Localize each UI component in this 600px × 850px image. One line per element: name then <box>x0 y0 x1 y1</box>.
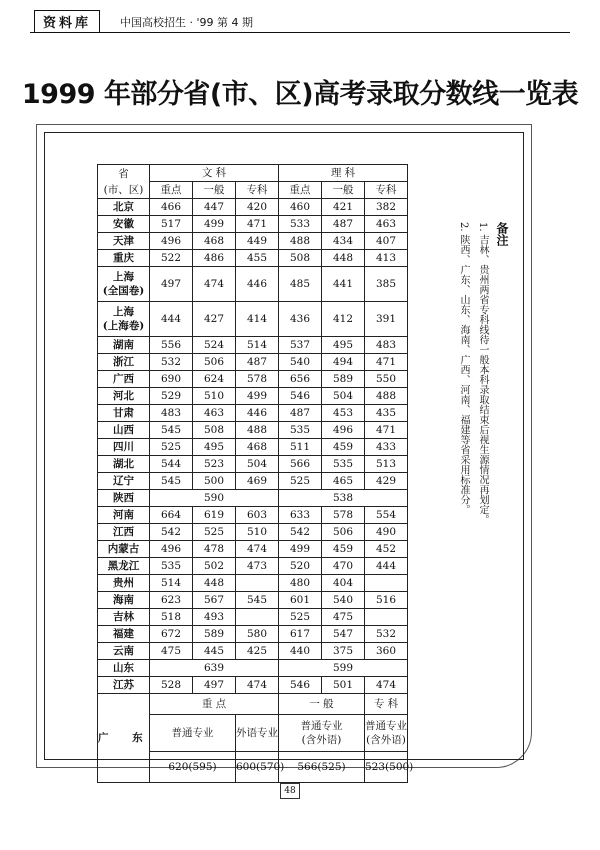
score-cell: 664 <box>150 507 193 524</box>
score-cell: 404 <box>322 575 365 592</box>
score-cell: 414 <box>236 302 279 337</box>
level-header: 一般 <box>322 182 365 199</box>
score-cell: 429 <box>365 473 408 490</box>
score-cell: 601 <box>279 592 322 609</box>
table-row <box>98 660 408 677</box>
score-cell: 471 <box>365 422 408 439</box>
score-cell: 485 <box>279 267 322 302</box>
score-cell: 483 <box>365 337 408 354</box>
score-cell: 540 <box>322 592 365 609</box>
score-cell: 516 <box>365 592 408 609</box>
guangdong-sub-cell: 外语专业 <box>236 715 279 752</box>
score-cell: 510 <box>193 388 236 405</box>
score-cell: 546 <box>279 388 322 405</box>
like-merged-cell: 599 <box>279 660 408 677</box>
score-cell: 459 <box>322 541 365 558</box>
score-cell: 455 <box>236 250 279 267</box>
province-cell: 贵州 <box>98 575 150 592</box>
score-cell: 525 <box>150 439 193 456</box>
province-cell: 湖北 <box>98 456 150 473</box>
table-row <box>98 439 408 456</box>
score-cell: 506 <box>322 524 365 541</box>
score-cell: 412 <box>322 302 365 337</box>
score-cell: 360 <box>365 643 408 660</box>
province-cell: 山西 <box>98 422 150 439</box>
score-cell: 535 <box>150 558 193 575</box>
score-cell: 589 <box>193 626 236 643</box>
table-row <box>98 473 408 490</box>
table-row <box>98 267 408 302</box>
journal-subtitle: 中国高校招生 · '99 第 4 期 <box>120 16 253 29</box>
guangdong-zhongdian-header: 重 点 <box>150 694 279 715</box>
score-cell: 444 <box>365 558 408 575</box>
score-cell: 474 <box>236 677 279 694</box>
score-cell: 550 <box>365 371 408 388</box>
score-cell: 391 <box>365 302 408 337</box>
score-cell: 544 <box>150 456 193 473</box>
province-cell: 北京 <box>98 199 150 216</box>
notes-title: 备注 <box>495 222 509 246</box>
province-cell: 甘肃 <box>98 405 150 422</box>
score-cell: 535 <box>279 422 322 439</box>
table-row <box>98 354 408 371</box>
guangdong-zhuanke-header: 专 科 <box>365 694 408 715</box>
score-cell: 535 <box>322 456 365 473</box>
score-cell: 506 <box>193 354 236 371</box>
score-cell: 496 <box>322 422 365 439</box>
score-cell: 508 <box>193 422 236 439</box>
score-cell: 537 <box>279 337 322 354</box>
score-cell: 440 <box>279 643 322 660</box>
province-cell: 上海 (全国卷) <box>98 267 150 302</box>
score-cell: 474 <box>236 541 279 558</box>
table-row <box>98 302 408 337</box>
score-cell: 499 <box>193 216 236 233</box>
score-cell: 496 <box>150 233 193 250</box>
score-cell: 453 <box>322 405 365 422</box>
score-cell: 566 <box>279 456 322 473</box>
province-cell: 福建 <box>98 626 150 643</box>
score-cell: 474 <box>193 267 236 302</box>
table-row <box>98 626 408 643</box>
score-cell: 514 <box>236 337 279 354</box>
score-cell: 487 <box>322 216 365 233</box>
province-cell: 江西 <box>98 524 150 541</box>
score-cell: 463 <box>193 405 236 422</box>
score-cell: 407 <box>365 233 408 250</box>
province-cell: 辽宁 <box>98 473 150 490</box>
score-cell: 547 <box>322 626 365 643</box>
note-item-1: 1. 吉林、贵州两省专科线待一般本科录取结束后视生源情况再划定。 <box>477 222 488 525</box>
score-cell: 542 <box>150 524 193 541</box>
score-cell: 441 <box>322 267 365 302</box>
score-cell: 435 <box>365 405 408 422</box>
province-cell: 吉林 <box>98 609 150 626</box>
score-cell: 475 <box>322 609 365 626</box>
province-cell: 天津 <box>98 233 150 250</box>
guangdong-sub-cell: 普通专业 (含外语) <box>365 715 408 752</box>
score-cell: 554 <box>365 507 408 524</box>
score-cell: 578 <box>322 507 365 524</box>
score-cell: 504 <box>322 388 365 405</box>
level-header: 一般 <box>193 182 236 199</box>
wenke-merged-cell: 590 <box>150 490 279 507</box>
province-cell: 河北 <box>98 388 150 405</box>
score-cell <box>236 575 279 592</box>
score-cell: 497 <box>150 267 193 302</box>
header-row-groups <box>98 165 408 182</box>
level-header: 重点 <box>279 182 322 199</box>
score-cell: 545 <box>150 473 193 490</box>
score-cell: 427 <box>193 302 236 337</box>
score-cell: 556 <box>150 337 193 354</box>
score-cell: 490 <box>365 524 408 541</box>
score-cell: 533 <box>279 216 322 233</box>
score-cell: 444 <box>150 302 193 337</box>
score-cell: 452 <box>365 541 408 558</box>
score-cell: 499 <box>279 541 322 558</box>
score-cell: 471 <box>365 354 408 371</box>
table-row <box>98 575 408 592</box>
score-cell: 474 <box>365 677 408 694</box>
table-row <box>98 233 408 250</box>
score-cell: 578 <box>236 371 279 388</box>
score-cell: 486 <box>193 250 236 267</box>
score-cell: 421 <box>322 199 365 216</box>
level-header: 专科 <box>236 182 279 199</box>
table-row <box>98 507 408 524</box>
guangdong-value-cell: 620(595) <box>150 752 236 783</box>
score-cell: 495 <box>193 439 236 456</box>
score-cell: 529 <box>150 388 193 405</box>
score-cell: 532 <box>365 626 408 643</box>
table-row <box>98 388 408 405</box>
score-cell: 468 <box>193 233 236 250</box>
score-cell: 545 <box>150 422 193 439</box>
score-cell: 459 <box>322 439 365 456</box>
score-cell: 567 <box>193 592 236 609</box>
score-cell: 517 <box>150 216 193 233</box>
score-cell: 528 <box>150 677 193 694</box>
score-cell <box>236 609 279 626</box>
score-cell: 470 <box>322 558 365 575</box>
score-cell: 624 <box>193 371 236 388</box>
wenke-header: 文 科 <box>150 165 279 182</box>
score-cell: 520 <box>279 558 322 575</box>
score-cell: 656 <box>279 371 322 388</box>
score-cell: 525 <box>279 473 322 490</box>
score-cell: 471 <box>236 216 279 233</box>
score-cell: 495 <box>322 337 365 354</box>
province-cell: 陕西 <box>98 490 150 507</box>
province-cell: 上海 (上海卷) <box>98 302 150 337</box>
score-cell: 494 <box>322 354 365 371</box>
score-cell: 546 <box>279 677 322 694</box>
guangdong-value-cell: 523(500) <box>365 752 408 783</box>
province-cell: 安徽 <box>98 216 150 233</box>
page-number: 48 <box>280 783 300 799</box>
score-cell: 468 <box>236 439 279 456</box>
score-cell: 501 <box>322 677 365 694</box>
score-cell: 446 <box>236 267 279 302</box>
guangdong-yiban-header: 一 般 <box>279 694 365 715</box>
score-cell: 497 <box>193 677 236 694</box>
table-row <box>98 405 408 422</box>
page-title: 1999 年部分省(市、区)高考录取分数线一览表 <box>21 79 579 110</box>
score-cell: 382 <box>365 199 408 216</box>
province-cell: 浙江 <box>98 354 150 371</box>
table-row <box>98 490 408 507</box>
table-row <box>98 199 408 216</box>
score-cell: 518 <box>150 609 193 626</box>
score-cell: 500 <box>193 473 236 490</box>
province-cell: 内蒙古 <box>98 541 150 558</box>
score-cell: 589 <box>322 371 365 388</box>
guangdong-sub-cell: 普通专业 <box>150 715 236 752</box>
score-cell: 469 <box>236 473 279 490</box>
score-cell: 532 <box>150 354 193 371</box>
score-cell: 617 <box>279 626 322 643</box>
wenke-merged-cell: 639 <box>150 660 279 677</box>
score-cell: 522 <box>150 250 193 267</box>
score-cell: 447 <box>193 199 236 216</box>
like-header: 理 科 <box>279 165 408 182</box>
table-row <box>98 643 408 660</box>
score-cell: 433 <box>365 439 408 456</box>
score-cell: 623 <box>150 592 193 609</box>
score-cell: 487 <box>279 405 322 422</box>
score-cell: 545 <box>236 592 279 609</box>
table-row <box>98 371 408 388</box>
score-cell: 465 <box>322 473 365 490</box>
score-cell: 488 <box>279 233 322 250</box>
score-cell: 502 <box>193 558 236 575</box>
score-cell: 513 <box>365 456 408 473</box>
score-cell: 475 <box>150 643 193 660</box>
score-cell: 463 <box>365 216 408 233</box>
score-cell <box>365 575 408 592</box>
score-cell: 514 <box>150 575 193 592</box>
score-cell: 385 <box>365 267 408 302</box>
score-cell: 420 <box>236 199 279 216</box>
table-row <box>98 422 408 439</box>
table-row <box>98 677 408 694</box>
score-cell: 448 <box>322 250 365 267</box>
province-cell: 湖南 <box>98 337 150 354</box>
like-merged-cell: 538 <box>279 490 408 507</box>
table-row <box>98 216 408 233</box>
score-cell <box>365 609 408 626</box>
table-row <box>98 558 408 575</box>
score-cell: 524 <box>193 337 236 354</box>
score-cell: 445 <box>193 643 236 660</box>
table-row <box>98 250 408 267</box>
score-cell: 496 <box>150 541 193 558</box>
score-cell: 603 <box>236 507 279 524</box>
score-cell: 488 <box>236 422 279 439</box>
score-cell: 619 <box>193 507 236 524</box>
table-row <box>98 337 408 354</box>
score-cell: 483 <box>150 405 193 422</box>
score-cell: 466 <box>150 199 193 216</box>
guangdong-label: 广 东 <box>98 694 150 783</box>
score-cell: 413 <box>365 250 408 267</box>
province-cell: 河南 <box>98 507 150 524</box>
score-cell: 446 <box>236 405 279 422</box>
table-row <box>98 609 408 626</box>
score-cell: 504 <box>236 456 279 473</box>
score-cell: 478 <box>193 541 236 558</box>
score-cell: 480 <box>279 575 322 592</box>
table-row <box>98 456 408 473</box>
score-cell: 375 <box>322 643 365 660</box>
score-cell: 499 <box>236 388 279 405</box>
score-cell: 525 <box>279 609 322 626</box>
province-cell: 四川 <box>98 439 150 456</box>
province-cell: 黑龙江 <box>98 558 150 575</box>
province-cell: 山东 <box>98 660 150 677</box>
score-cell: 425 <box>236 643 279 660</box>
province-header: 省 (市、区) <box>98 165 150 199</box>
province-cell: 云南 <box>98 643 150 660</box>
province-cell: 海南 <box>98 592 150 609</box>
score-cell: 488 <box>365 388 408 405</box>
province-cell: 江苏 <box>98 677 150 694</box>
level-header: 专科 <box>365 182 408 199</box>
level-header: 重点 <box>150 182 193 199</box>
score-cell: 525 <box>193 524 236 541</box>
score-cell: 540 <box>279 354 322 371</box>
score-cell: 487 <box>236 354 279 371</box>
score-cell: 580 <box>236 626 279 643</box>
table-row <box>98 541 408 558</box>
score-cell: 473 <box>236 558 279 575</box>
score-cell: 542 <box>279 524 322 541</box>
score-cell: 449 <box>236 233 279 250</box>
header-divider <box>30 32 570 33</box>
score-cell: 460 <box>279 199 322 216</box>
score-cell: 508 <box>279 250 322 267</box>
section-tag: 资料库 <box>34 10 100 33</box>
province-cell: 重庆 <box>98 250 150 267</box>
table-row <box>98 592 408 609</box>
guangdong-value-cell: 566(525) <box>279 752 365 783</box>
score-cell: 523 <box>193 456 236 473</box>
score-cell: 672 <box>150 626 193 643</box>
score-cell: 434 <box>322 233 365 250</box>
notes-panel <box>418 222 508 552</box>
score-cell: 436 <box>279 302 322 337</box>
score-cell: 511 <box>279 439 322 456</box>
guangdong-value-cell: 600(570) <box>236 752 279 783</box>
note-item-2: 2. 陕西、广东、山东、海南、广西、河南、福建等省采用标准分。 <box>458 222 469 515</box>
guangdong-row-header <box>98 694 408 715</box>
score-cell: 690 <box>150 371 193 388</box>
province-cell: 广西 <box>98 371 150 388</box>
score-table <box>97 164 414 783</box>
score-cell: 448 <box>193 575 236 592</box>
score-cell: 493 <box>193 609 236 626</box>
score-cell: 510 <box>236 524 279 541</box>
score-cell: 633 <box>279 507 322 524</box>
guangdong-sub-cell: 普通专业 (含外语) <box>279 715 365 752</box>
table-row <box>98 524 408 541</box>
